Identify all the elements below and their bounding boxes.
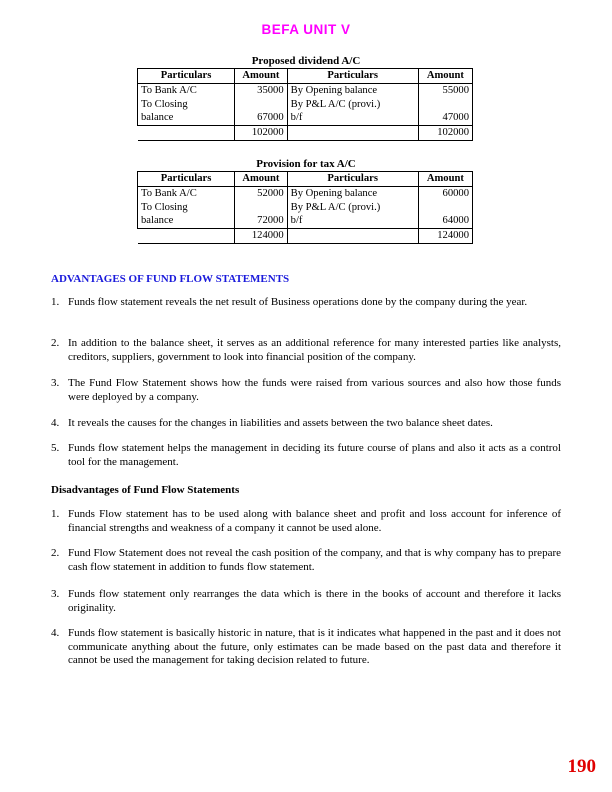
list-item	[238, 201, 284, 215]
debit-particulars	[138, 84, 235, 126]
table-header-row	[138, 172, 473, 187]
item-number: 4.	[51, 417, 60, 429]
list-item: To Bank A/C	[141, 85, 197, 96]
blank-cell	[287, 125, 418, 140]
item-text: Funds flow statement is basically historic in nature, that is it indicates what happened in the past and it does not communicate anything about the future, only estimates can be made based on the past data and therefore it cannot be used the management for taking decision related to future.	[68, 627, 561, 666]
list-item: By P&L A/C (provi.)	[290, 98, 381, 110]
total-debit: 102000	[235, 125, 288, 140]
list-item: 55000	[442, 85, 469, 96]
list-item: b/f	[290, 112, 303, 123]
list-item: balance	[141, 112, 174, 123]
total-credit: 124000	[418, 228, 472, 243]
total-row	[138, 228, 473, 243]
col-header-particulars: Particulars	[138, 172, 235, 187]
item-number: 2.	[51, 337, 60, 349]
list-item	[51, 547, 561, 574]
item-number: 3.	[51, 588, 60, 600]
list-item: By P&L A/C (provi.)	[290, 201, 381, 213]
list-item	[51, 417, 561, 431]
list-item: 72000	[257, 215, 284, 226]
item-text: Funds flow statement helps the management in deciding its future course of plans and also it acts as a control tool for the management.	[68, 442, 561, 468]
table-header-row	[138, 69, 473, 84]
provision-for-tax-title: Provision for tax A/C	[256, 158, 356, 170]
blank-cell	[138, 228, 235, 243]
item-number: 1.	[51, 508, 60, 520]
list-item	[422, 201, 469, 215]
item-text: Funds flow statement reveals the net result of Business operations done by the company during the year.	[68, 296, 528, 308]
item-number: 1.	[51, 296, 60, 308]
col-header-particulars: Particulars	[287, 69, 418, 84]
item-text: In addition to the balance sheet, it serves as an additional reference for many interested parties like analysts, creditors, suppliers, government to look into financial position of the company.	[68, 337, 561, 363]
list-item: 52000	[257, 188, 284, 199]
list-item: To Bank A/C	[141, 188, 197, 199]
table-row	[138, 187, 473, 229]
list-item: 47000	[442, 112, 469, 123]
col-header-amount: Amount	[235, 172, 288, 187]
page-number: 190	[567, 756, 596, 777]
debit-amounts	[235, 84, 288, 126]
list-item	[422, 98, 469, 112]
list-item: To Closing	[141, 201, 188, 213]
proposed-dividend-table	[137, 68, 473, 141]
col-header-amount: Amount	[235, 69, 288, 84]
list-item: 64000	[442, 215, 469, 226]
list-item: 35000	[257, 85, 284, 96]
total-row	[138, 125, 473, 140]
list-item	[51, 588, 561, 615]
item-number: 2.	[51, 547, 60, 559]
item-text: Funds Flow statement has to be used along with balance sheet and profit and loss account for inference of financial strengths and weakness of a company it cannot be used alone.	[68, 508, 561, 534]
list-item	[51, 377, 561, 404]
total-debit: 124000	[235, 228, 288, 243]
credit-particulars	[287, 187, 418, 229]
list-item: To Closing	[141, 98, 188, 110]
col-header-amount: Amount	[418, 172, 472, 187]
list-item: 67000	[257, 112, 284, 123]
blank-cell	[287, 228, 418, 243]
debit-particulars	[138, 187, 235, 229]
provision-for-tax-table	[137, 171, 473, 244]
item-text: Fund Flow Statement does not reveal the cash position of the company, and that is why company has to prepare cash flow statement in addition to funds flow statement.	[68, 547, 561, 573]
list-item: By Opening balance	[290, 188, 378, 199]
debit-amounts	[235, 187, 288, 229]
item-text: The Fund Flow Statement shows how the funds were raised from various sources and also how those funds were deployed by a company.	[68, 377, 561, 403]
list-item	[51, 442, 561, 469]
blank-cell	[138, 125, 235, 140]
credit-amounts	[418, 84, 472, 126]
col-header-particulars: Particulars	[138, 69, 235, 84]
list-item: balance	[141, 215, 174, 226]
col-header-amount: Amount	[418, 69, 472, 84]
item-number: 5.	[51, 442, 60, 454]
item-text: Funds flow statement only rearranges the data which is there in the books of account and therefore it lacks originality.	[68, 588, 561, 614]
list-item: 60000	[442, 188, 469, 199]
list-item	[238, 98, 284, 112]
credit-amounts	[418, 187, 472, 229]
credit-particulars	[287, 84, 418, 126]
advantages-heading: ADVANTAGES OF FUND FLOW STATEMENTS	[51, 273, 290, 285]
item-text: It reveals the causes for the changes in liabilities and assets between the two balance sheet dates.	[68, 417, 493, 429]
col-header-particulars: Particulars	[287, 172, 418, 187]
list-item: By Opening balance	[290, 85, 378, 96]
disadvantages-heading: Disadvantages of Fund Flow Statements	[51, 484, 240, 496]
list-item: b/f	[290, 215, 303, 226]
total-credit: 102000	[418, 125, 472, 140]
proposed-dividend-title: Proposed dividend A/C	[251, 55, 361, 67]
list-item	[51, 337, 561, 364]
item-number: 3.	[51, 377, 60, 389]
list-item	[51, 627, 561, 668]
item-number: 4.	[51, 627, 60, 639]
page-header-title: BEFA UNIT V	[261, 22, 351, 37]
table-row	[138, 84, 473, 126]
list-item	[51, 508, 561, 535]
list-item	[51, 296, 561, 310]
